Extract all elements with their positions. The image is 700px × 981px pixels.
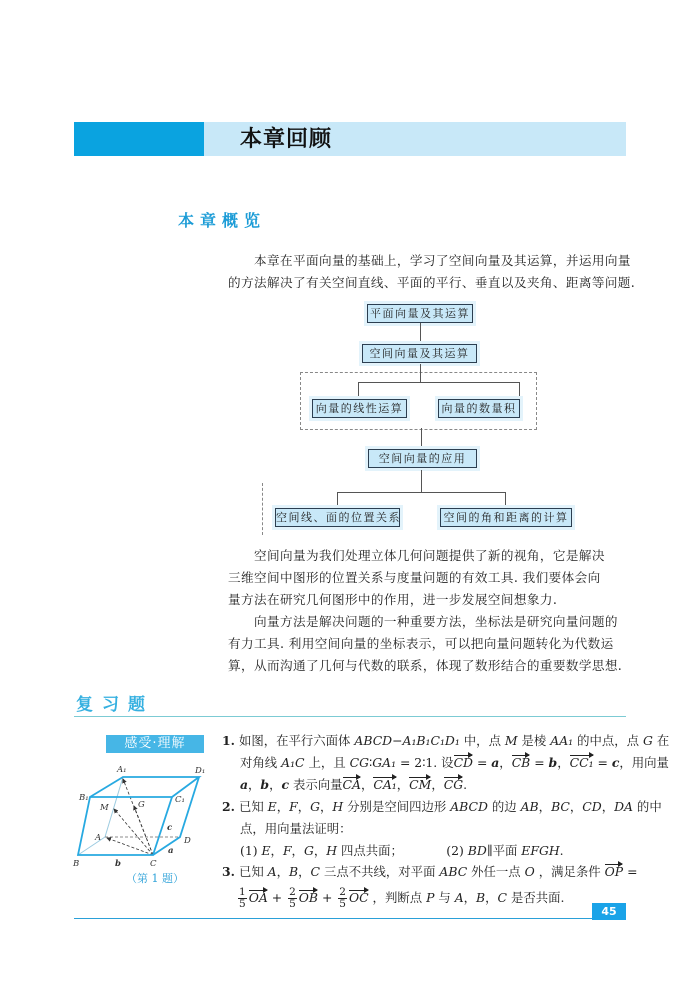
exercise-text: ， xyxy=(248,777,261,792)
exercise-text: (1) xyxy=(240,843,262,858)
exercise-text: ，用向量 xyxy=(619,755,669,770)
vector: CC₁ xyxy=(569,755,594,770)
figure-label: A₁ xyxy=(117,765,127,775)
figure-label: D₁ xyxy=(195,766,206,776)
math-symbol: F xyxy=(289,799,298,814)
fraction xyxy=(238,887,247,910)
exercise-text: = xyxy=(530,755,549,770)
fraction-denominator: 5 xyxy=(239,898,246,910)
exercise-text: 表示向量 xyxy=(289,777,343,792)
fraction-numerator: 2 xyxy=(339,886,346,898)
flow-node-applications: 空间向量的应用 xyxy=(368,449,477,468)
exercise-text: 上，且 xyxy=(304,755,350,770)
math-symbol: DA xyxy=(614,799,633,814)
exercise-text: 三点不共线，对平面 xyxy=(320,864,440,879)
math-symbol: AB xyxy=(520,799,539,814)
paragraph-line: 向量方法是解决问题的一种重要方法，坐标法是研究向量问题的 xyxy=(254,614,618,629)
exercise-text: ， xyxy=(276,864,290,879)
flow-arrow xyxy=(421,470,422,492)
math-symbol: ABCD xyxy=(450,799,488,814)
exercise-text: ， xyxy=(601,799,615,814)
vector-symbol: a xyxy=(240,777,249,792)
paragraph-line: 三维空间中图形的位置关系与度量问题的有效工具. 我们要体会向 xyxy=(228,570,601,585)
exercise-text: 已知 xyxy=(238,864,268,879)
paragraph-line: 量方法在研究几何图形中的作用，进一步发展空间想象力. xyxy=(228,592,558,607)
exercise-text: ，满足条件 xyxy=(534,864,605,879)
vector-symbol: c xyxy=(611,755,620,770)
math-symbol: P xyxy=(426,890,435,905)
exercise-line xyxy=(222,887,646,910)
vector: CA₁ xyxy=(373,777,397,792)
fraction-numerator: 1 xyxy=(239,886,246,898)
exercise-text: 分别是空间四边形 xyxy=(343,799,451,814)
figure-label: C₁ xyxy=(175,795,185,805)
math-symbol: B xyxy=(289,864,299,879)
exercise-text: ， xyxy=(276,799,290,814)
math-symbol: C xyxy=(497,890,508,905)
vector: CM xyxy=(409,777,432,792)
exercise-number: 2. xyxy=(222,799,235,814)
vector-symbol: b xyxy=(548,755,558,770)
exercise-text: = xyxy=(593,755,612,770)
exercise-line xyxy=(222,754,669,772)
flow-connector xyxy=(337,492,505,493)
math-symbol: BC xyxy=(551,799,570,814)
exercise-line xyxy=(222,776,650,794)
math-symbol: M xyxy=(504,733,518,748)
exercise-text: ， xyxy=(291,843,304,858)
exercise-text: ∶ xyxy=(368,755,373,770)
exercise-text: = xyxy=(473,755,492,770)
parallelepiped-figure xyxy=(70,760,220,870)
fraction-numerator: 2 xyxy=(289,886,296,898)
paragraph-line: 算，从而沟通了几何与代数的联系，体现了数形结合的重要数学思想. xyxy=(228,658,623,673)
exercise-text: . xyxy=(559,843,564,858)
exercise-text: 的中点，点 xyxy=(573,733,643,748)
exercise-line xyxy=(222,732,670,750)
exercise-text: 是否共面. xyxy=(507,890,565,905)
math-symbol: CG xyxy=(349,755,369,770)
math-symbol: G xyxy=(310,799,321,814)
exercise-number: 1. xyxy=(222,733,235,748)
vector: CD xyxy=(453,755,473,770)
exercise-text: . xyxy=(463,777,468,792)
exercise-text: 的边 xyxy=(487,799,521,814)
figure-caption: （第 1 题） xyxy=(126,872,184,885)
math-symbol: ABCD xyxy=(354,733,393,748)
vector: CB xyxy=(511,755,531,770)
flow-connector xyxy=(358,382,520,383)
exercise-text: ， xyxy=(298,864,311,879)
flow-connector xyxy=(519,382,520,398)
exercise-text: ，判断点 xyxy=(368,890,427,905)
flow-connector xyxy=(505,492,506,507)
flow-node-angle-distance: 空间的角和距离的计算 xyxy=(440,508,572,527)
math-symbol: GA₁ xyxy=(372,755,397,770)
fraction xyxy=(338,887,347,910)
exercise-line xyxy=(222,820,650,838)
fraction-denominator: 5 xyxy=(289,898,296,910)
exercise-text: 如图，在平行六面体 xyxy=(238,733,355,748)
vector: CA xyxy=(342,777,361,792)
intro-line: 本章在平面向量的基础上，学习了空间向量及其运算，并运用向量 xyxy=(254,253,631,268)
exercise-category-tag: 感受·理解 xyxy=(106,735,204,753)
exercise-line xyxy=(222,842,650,860)
flow-connector xyxy=(337,492,338,507)
vector: CG xyxy=(443,777,464,792)
math-symbol: C xyxy=(310,864,320,879)
exercise-text: 点，用向量法证明： xyxy=(240,821,352,836)
math-symbol: H xyxy=(332,799,344,814)
figure-label: b xyxy=(115,859,121,869)
figure-label: c xyxy=(167,823,173,833)
exercise-text: 是棱 xyxy=(517,733,551,748)
figure-label: B₁ xyxy=(79,793,89,803)
math-symbol: A₁B₁C₁D₁ xyxy=(402,733,460,748)
vector: OA xyxy=(248,890,268,905)
exercise-text: + xyxy=(318,890,337,905)
vector-symbol: c xyxy=(281,777,290,792)
exercise-text: 中，点 xyxy=(459,733,505,748)
exercise-text: = xyxy=(623,864,638,879)
math-symbol: CD xyxy=(582,799,602,814)
math-symbol: H xyxy=(326,843,338,858)
figure-label: B xyxy=(73,859,80,869)
flow-connector xyxy=(358,382,359,398)
exercises-title: 复习题 xyxy=(76,695,154,715)
exercise-text: ， xyxy=(485,890,498,905)
exercise-text: ， xyxy=(360,777,374,792)
exercise-text: 对角线 xyxy=(240,755,282,770)
exercise-text: 在 xyxy=(652,733,670,748)
math-symbol: AA₁ xyxy=(550,733,574,748)
exercise-text: ， xyxy=(557,755,570,770)
figure-label: M xyxy=(100,803,109,813)
overview-title: 本章概览 xyxy=(178,211,267,230)
section-divider xyxy=(74,716,626,717)
exercise-text: − xyxy=(392,733,403,748)
exercise-text: 已知 xyxy=(238,799,268,814)
math-symbol: A xyxy=(454,890,464,905)
exercise-text: ， xyxy=(499,755,512,770)
exercise-text: 四点共面； (2) xyxy=(337,843,468,858)
exercise-text: = 2∶1. 设 xyxy=(396,755,454,770)
footer-rule xyxy=(74,918,594,919)
fraction xyxy=(288,887,297,910)
math-symbol: A₁C xyxy=(281,755,305,770)
exercise-line xyxy=(222,863,638,881)
vector: OP xyxy=(604,864,624,879)
flow-arrow xyxy=(420,323,421,341)
exercise-text: ， xyxy=(297,799,311,814)
math-symbol: G xyxy=(642,733,653,748)
vector: OC xyxy=(348,890,369,905)
exercise-text: 的中 xyxy=(632,799,662,814)
math-symbol: E xyxy=(267,799,277,814)
figure-label: D xyxy=(184,836,191,846)
flow-node-position-relations: 空间线、面的位置关系 xyxy=(275,508,400,527)
flow-node-linear-ops: 向量的线性运算 xyxy=(312,399,407,418)
vector: OB xyxy=(298,890,319,905)
math-symbol: E xyxy=(261,843,271,858)
flow-node-dot-product: 向量的数量积 xyxy=(438,399,520,418)
page-number: 45 xyxy=(592,903,626,920)
exercise-text: ， xyxy=(313,843,327,858)
flow-connector xyxy=(420,364,421,382)
exercise-text: ， xyxy=(396,777,410,792)
exercise-text: ， xyxy=(269,777,282,792)
exercise-number: 3. xyxy=(222,864,235,879)
vector-symbol: a xyxy=(491,755,500,770)
vector-symbol: b xyxy=(260,777,270,792)
figure-label: C xyxy=(150,859,157,869)
intro-line: 的方法解决了有关空间直线、平面的平行、垂直以及夹角、距离等问题. xyxy=(228,275,636,290)
exercise-text: ， xyxy=(431,777,444,792)
figure-label: A xyxy=(95,833,102,843)
exercise-text: + xyxy=(267,890,287,905)
exercise-text: 与 xyxy=(434,890,455,905)
exercise-text: ， xyxy=(463,890,477,905)
exercise-text: ∥平面 xyxy=(486,843,522,858)
paragraph-line: 有力工具. 利用空间向量的坐标表示，可以把向量问题转化为代数运 xyxy=(228,636,614,651)
paragraph-line: 空间向量为我们处理立体几何问题提供了新的视角，它是解决 xyxy=(254,548,605,563)
math-symbol: EFGH xyxy=(521,843,560,858)
fraction-denominator: 5 xyxy=(339,898,346,910)
math-symbol: B xyxy=(476,890,486,905)
flow-arrow xyxy=(421,428,422,447)
math-symbol: BD xyxy=(467,843,487,858)
chapter-bar-accent xyxy=(74,122,204,156)
figure-label: G xyxy=(138,800,145,810)
math-symbol: ABC xyxy=(439,864,468,879)
math-symbol: G xyxy=(303,843,314,858)
flow-node-plane-vectors: 平面向量及其运算 xyxy=(367,304,473,323)
exercise-line xyxy=(222,798,662,816)
chapter-title: 本章回顾 xyxy=(240,126,333,152)
exercise-text: ， xyxy=(538,799,552,814)
math-symbol: A xyxy=(267,864,277,879)
exercise-text: ， xyxy=(569,799,583,814)
figure-label: a xyxy=(168,846,174,856)
exercise-text: 外任一点 xyxy=(467,864,525,879)
flow-node-space-vectors: 空间向量及其运算 xyxy=(362,344,477,363)
exercise-text: ， xyxy=(270,843,283,858)
math-symbol: F xyxy=(282,843,292,858)
exercise-text: ， xyxy=(320,799,333,814)
math-symbol: O xyxy=(524,864,535,879)
